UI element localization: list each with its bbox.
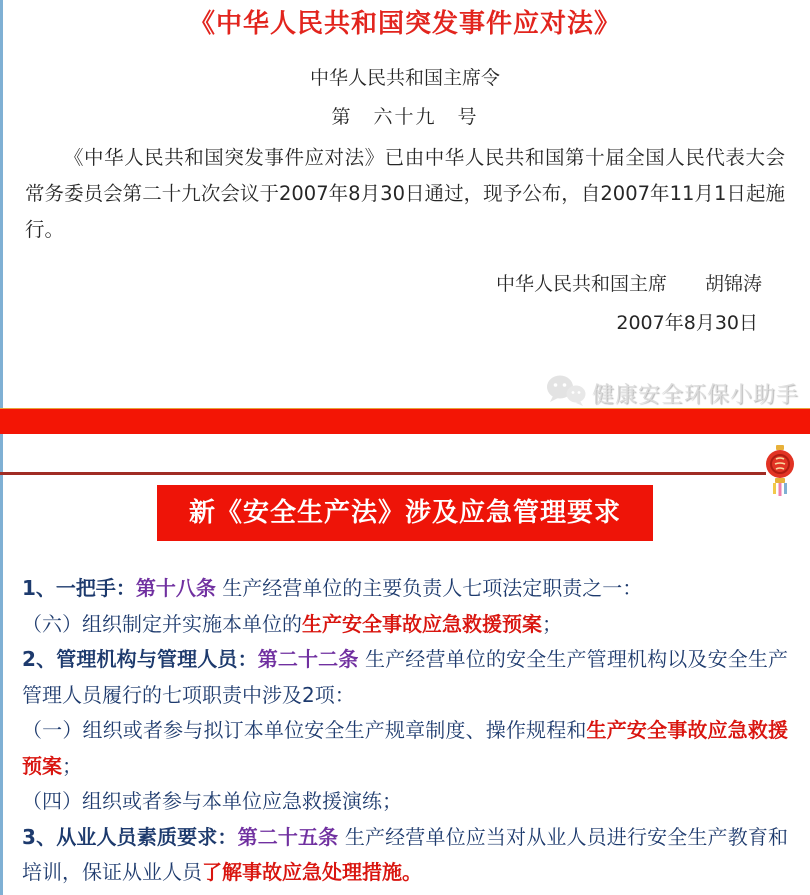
law-point xyxy=(22,607,788,643)
text-segment: 1、一把手： xyxy=(22,576,136,600)
section-banner-title: 新《安全生产法》涉及应急管理要求 xyxy=(157,485,653,541)
president-signature: 中华人民共和国主席 胡锦涛 xyxy=(495,273,762,295)
text-segment: ； xyxy=(62,753,82,778)
watermark xyxy=(545,376,799,410)
text-segment: 第二十二条 xyxy=(257,647,359,671)
lantern-icon xyxy=(762,445,798,501)
red-divider-bar xyxy=(0,408,810,434)
text-segment: 生产经营单位的安全生产管理机构以及安全生产管理人员履行的七项职责中涉及2项： xyxy=(22,647,789,707)
law-point xyxy=(22,642,788,713)
text-segment: 第十八条 xyxy=(135,576,216,600)
law-point xyxy=(22,713,788,784)
text-segment: （六）组织制定并实施本单位的 xyxy=(22,611,302,636)
signature-date: 2007年8月30日 xyxy=(616,312,758,334)
presidential-order-section xyxy=(0,0,810,408)
order-body-text: 《中华人民共和国突发事件应对法》已由中华人民共和国第十届全国人民代表大会常务委员会第二十九次会议于2007年8月30日通过，现予公布，自2007年11月1日起施行。 xyxy=(25,146,785,241)
law-point xyxy=(22,820,788,891)
text-segment: 第二十五条 xyxy=(237,824,339,849)
safety-law-section xyxy=(0,485,810,895)
text-segment: 了解事故应急处理措施。 xyxy=(202,860,422,884)
text-segment: （四）组织或者参与本单位应急救援演练； xyxy=(22,789,402,813)
thin-red-rule xyxy=(0,472,766,475)
text-segment: 生产经营单位的主要负责人七项法定职责之一： xyxy=(215,576,643,600)
watermark-text: 健康安全环保小助手 xyxy=(592,382,800,408)
law-point xyxy=(22,784,788,820)
text-segment: ； xyxy=(542,611,562,636)
law-point xyxy=(22,571,788,607)
order-title: 中华人民共和国主席令 xyxy=(309,67,500,89)
text-segment: 3、从业人员素质要求： xyxy=(22,824,238,849)
text-segment: 生产安全事故应急救援预案 xyxy=(302,611,542,636)
text-segment: 生产经营单位应当对从业人员进行安全生产教育和培训，保证从业人员 xyxy=(22,824,789,884)
order-number: 第 六十九 号 xyxy=(331,106,479,128)
text-segment: （一）组织或者参与拟订本单位安全生产规章制度、操作规程和 xyxy=(22,718,587,742)
text-segment: 2、管理机构与管理人员： xyxy=(22,647,258,671)
law-title: 《中华人民共和国突发事件应对法》 xyxy=(188,9,621,39)
law-points-list xyxy=(22,571,788,891)
wechat-icon xyxy=(545,374,587,412)
text-segment: 生产安全事故应急救援预案 xyxy=(22,718,789,778)
